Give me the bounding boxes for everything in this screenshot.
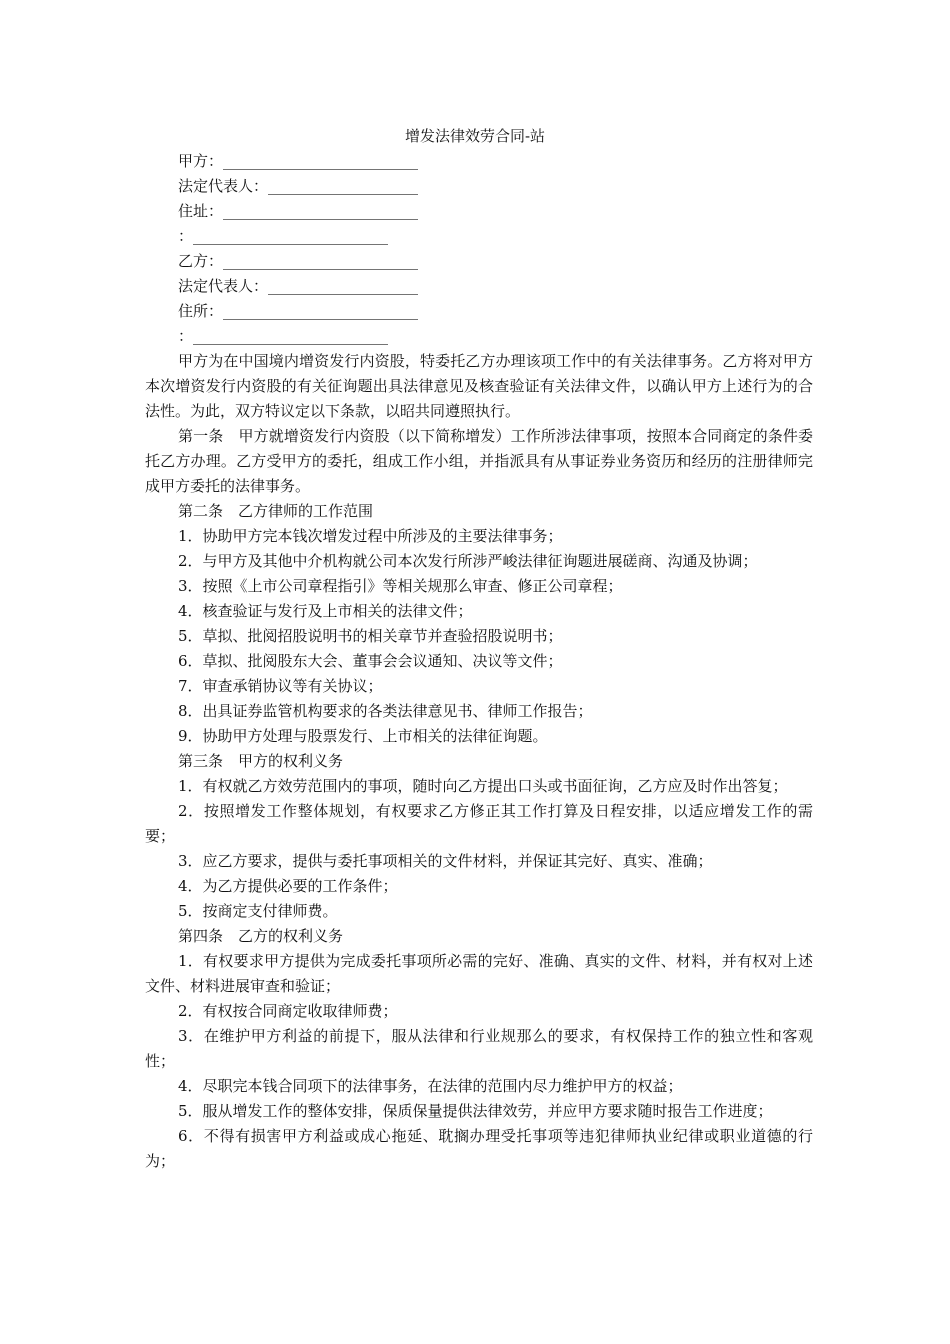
article-3-item-5: 5．按商定支付律师费。	[178, 902, 338, 920]
document-title: 增发法律效劳合同-站	[404, 127, 546, 145]
article-4-item-1: 1．有权要求甲方提供为完成委托事项所必需的完好、准确、真实的文件、材料，并有权对上述文件、材料进展审查和验证；	[145, 952, 813, 995]
article-1-paragraph: 第一条 甲方就增资发行内资股（以下简称增发）工作所涉法律事项，按照本合同商定的条件委托乙方办理。乙方受甲方的委托，组成工作小组，并指派具有从事证券业务资历和经历的注册律师完成甲方委托的法律事务。	[145, 427, 813, 495]
party-a-representative-field: 法定代表人：____________________	[178, 177, 419, 195]
party-a-blank-field: ：__________________________	[178, 227, 389, 245]
article-3-item-1: 1．有权就乙方效劳范围内的事项，随时向乙方提出口头或书面征询，乙方应及时作出答复；	[178, 777, 788, 795]
article-3-item-4: 4．为乙方提供必要的工作条件；	[178, 877, 398, 895]
article-2-item-4: 4．核查验证与发行及上市相关的法律文件；	[178, 602, 473, 620]
article-4-item-2: 2．有权按合同商定收取律师费；	[178, 1002, 398, 1020]
party-a-field: 甲方：__________________________	[178, 152, 419, 170]
article-2-heading: 第二条 乙方律师的工作范围	[178, 502, 374, 520]
party-b-blank-field: ：__________________________	[178, 327, 389, 345]
article-2-item-9: 9．协助甲方处理与股票发行、上市相关的法律征询题。	[178, 727, 548, 745]
article-4-item-5: 5．服从增发工作的整体安排，保质保量提供法律效劳，并应甲方要求随时报告工作进度；	[178, 1102, 773, 1120]
article-2-item-2: 2．与甲方及其他中介机构就公司本次发行所涉严峻法律征询题进展磋商、沟通及协调；	[178, 552, 758, 570]
party-a-address-field: 住址：__________________________	[178, 202, 419, 220]
article-3-item-3: 3．应乙方要求，提供与委托事项相关的文件材料，并保证其完好、真实、准确；	[178, 852, 713, 870]
article-2-item-5: 5．草拟、批阅招股说明书的相关章节并查验招股说明书；	[178, 627, 563, 645]
article-4-heading: 第四条 乙方的权利义务	[178, 927, 344, 945]
article-2-item-1: 1．协助甲方完本钱次增发过程中所涉及的主要法律事务；	[178, 527, 563, 545]
article-3-heading: 第三条 甲方的权利义务	[178, 752, 344, 770]
article-3-item-2: 2．按照增发工作整体规划，有权要求乙方修正其工作打算及日程安排，以适应增发工作的需要；	[145, 802, 813, 845]
article-2-item-8: 8．出具证券监管机构要求的各类法律意见书、律师工作报告；	[178, 702, 593, 720]
preamble-paragraph: 甲方为在中国境内增资发行内资股，特委托乙方办理该项工作中的有关法律事务。乙方将对甲方本次增资发行内资股的有关征询题出具法律意见及核查验证有关法律文件，以确认甲方上述行为的合法性。为此，双方特议定以下条款，以昭共同遵照执行。	[145, 352, 813, 420]
party-b-address-field: 住所：__________________________	[178, 302, 419, 320]
document-page	[145, 124, 813, 1174]
party-b-field: 乙方：__________________________	[178, 252, 419, 270]
article-4-item-6: 6．不得有损害甲方利益或成心拖延、耽搁办理受托事项等违犯律师执业纪律或职业道德的行为；	[145, 1127, 813, 1170]
article-2-item-6: 6．草拟、批阅股东大会、董事会会议通知、决议等文件；	[178, 652, 563, 670]
party-b-representative-field: 法定代表人：____________________	[178, 277, 419, 295]
article-2-item-7: 7．审查承销协议等有关协议；	[178, 677, 383, 695]
article-4-item-4: 4．尽职完本钱合同项下的法律事务，在法律的范围内尽力维护甲方的权益；	[178, 1077, 683, 1095]
article-2-item-3: 3．按照《上市公司章程指引》等相关规那么审查、修正公司章程；	[178, 577, 623, 595]
article-4-item-3: 3．在维护甲方利益的前提下，服从法律和行业规那么的要求，有权保持工作的独立性和客观性；	[145, 1027, 813, 1070]
